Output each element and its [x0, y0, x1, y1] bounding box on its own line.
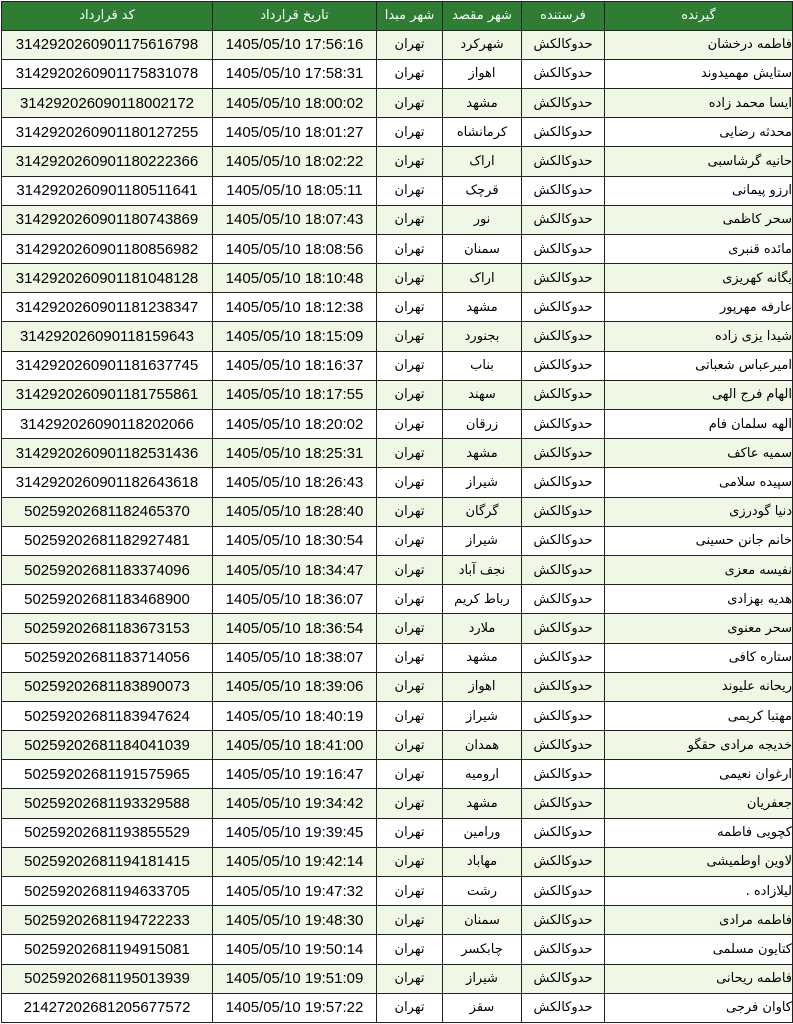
origin-city-cell: تهران: [377, 118, 443, 147]
table-row[interactable]: [2, 526, 793, 555]
origin-city-cell: تهران: [377, 614, 443, 643]
contract-date-cell: 1405/05/10 19:48:30: [213, 906, 377, 935]
table-row[interactable]: [2, 118, 793, 147]
table-row[interactable]: [2, 234, 793, 263]
origin-city-cell: تهران: [377, 497, 443, 526]
destination-city-cell: رباط کریم: [443, 585, 522, 614]
table-row[interactable]: [2, 877, 793, 906]
receiver-cell: حانیه گرشاسبی: [605, 147, 793, 176]
origin-city-cell: تهران: [377, 789, 443, 818]
origin-city-cell: تهران: [377, 760, 443, 789]
destination-city-cell: نجف آباد: [443, 555, 522, 584]
contract-date-cell: 1405/05/10 19:39:45: [213, 818, 377, 847]
table-row[interactable]: [2, 643, 793, 672]
contract-date-cell: 1405/05/10 18:07:43: [213, 205, 377, 234]
contract-code-cell: 50259202681183947624: [2, 701, 213, 730]
receiver-cell: کچویی فاطمه: [605, 818, 793, 847]
destination-city-cell: شیراز: [443, 526, 522, 555]
table-row[interactable]: [2, 380, 793, 409]
contract-code-cell: 50259202681183468900: [2, 585, 213, 614]
contract-code-cell: 50259202681194915081: [2, 935, 213, 964]
sender-cell: حدوکالکش: [522, 468, 605, 497]
origin-city-cell: تهران: [377, 264, 443, 293]
receiver-cell: دنیا گودرزی: [605, 497, 793, 526]
table-row[interactable]: [2, 468, 793, 497]
receiver-cell: نفیسه معزی: [605, 555, 793, 584]
origin-city-cell: تهران: [377, 322, 443, 351]
sender-cell: حدوکالکش: [522, 30, 605, 59]
destination-city-cell: مشهد: [443, 88, 522, 117]
destination-city-cell: سهند: [443, 380, 522, 409]
contract-date-cell: 1405/05/10 18:15:09: [213, 322, 377, 351]
table-row[interactable]: [2, 935, 793, 964]
receiver-cell: ایسا محمد زاده: [605, 88, 793, 117]
contract-date-cell: 1405/05/10 19:42:14: [213, 847, 377, 876]
contract-date-cell: 1405/05/10 18:36:07: [213, 585, 377, 614]
contract-code-cell: 50259202681183374096: [2, 555, 213, 584]
contract-code-cell: 50259202681182465370: [2, 497, 213, 526]
sender-cell: حدوکالکش: [522, 789, 605, 818]
table-row[interactable]: [2, 351, 793, 380]
receiver-cell: شیدا یزی زاده: [605, 322, 793, 351]
destination-city-cell: مشهد: [443, 789, 522, 818]
contract-code-cell: 314292026090118202066: [2, 410, 213, 439]
contract-code-cell: 50259202681194633705: [2, 877, 213, 906]
destination-city-cell: مشهد: [443, 293, 522, 322]
contract-date-cell: 1405/05/10 18:01:27: [213, 118, 377, 147]
receiver-cell: فاطمه مرادی: [605, 906, 793, 935]
contract-date-cell: 1405/05/10 19:57:22: [213, 993, 377, 1022]
sender-cell: حدوکالکش: [522, 118, 605, 147]
contract-date-cell: 1405/05/10 18:05:11: [213, 176, 377, 205]
sender-cell: حدوکالکش: [522, 555, 605, 584]
sender-cell: حدوکالکش: [522, 176, 605, 205]
sender-cell: حدوکالکش: [522, 818, 605, 847]
contract-code-cell: 50259202681194181415: [2, 847, 213, 876]
destination-city-cell: زرقان: [443, 410, 522, 439]
origin-city-cell: تهران: [377, 847, 443, 876]
table-row[interactable]: [2, 147, 793, 176]
contract-code-cell: 50259202681182927481: [2, 526, 213, 555]
origin-city-cell: تهران: [377, 993, 443, 1022]
sender-cell: حدوکالکش: [522, 147, 605, 176]
origin-city-cell: تهران: [377, 731, 443, 760]
table-row[interactable]: [2, 555, 793, 584]
destination-city-cell: گرگان: [443, 497, 522, 526]
header-receiver[interactable]: گیرنده: [605, 2, 793, 31]
table-row[interactable]: [2, 818, 793, 847]
table-row[interactable]: [2, 264, 793, 293]
contract-date-cell: 1405/05/10 18:30:54: [213, 526, 377, 555]
contract-code-cell: 3142920260901180222366: [2, 147, 213, 176]
sender-cell: حدوکالکش: [522, 322, 605, 351]
receiver-cell: ستایش مهمیدوند: [605, 59, 793, 88]
destination-city-cell: سقز: [443, 993, 522, 1022]
sender-cell: حدوکالکش: [522, 614, 605, 643]
sender-cell: حدوکالکش: [522, 205, 605, 234]
destination-city-cell: رشت: [443, 877, 522, 906]
receiver-cell: مائده قنبری: [605, 234, 793, 263]
contract-code-cell: 21427202681205677572: [2, 993, 213, 1022]
table-row[interactable]: [2, 701, 793, 730]
destination-city-cell: سمنان: [443, 906, 522, 935]
destination-city-cell: قرچک: [443, 176, 522, 205]
header-contract-date[interactable]: تاریخ قرارداد: [213, 2, 377, 31]
origin-city-cell: تهران: [377, 351, 443, 380]
contract-date-cell: 1405/05/10 19:50:14: [213, 935, 377, 964]
contract-date-cell: 1405/05/10 18:08:56: [213, 234, 377, 263]
header-contract-code[interactable]: کد قرارداد: [2, 2, 213, 31]
receiver-cell: کتایون مسلمی: [605, 935, 793, 964]
receiver-cell: سحر کاظمی: [605, 205, 793, 234]
contract-code-cell: 3142920260901180856982: [2, 234, 213, 263]
contract-date-cell: 1405/05/10 18:20:02: [213, 410, 377, 439]
contract-date-cell: 1405/05/10 18:28:40: [213, 497, 377, 526]
table-row[interactable]: [2, 672, 793, 701]
origin-city-cell: تهران: [377, 526, 443, 555]
table-row[interactable]: [2, 993, 793, 1022]
receiver-cell: محدثه رضایی: [605, 118, 793, 147]
contract-code-cell: 50259202681193855529: [2, 818, 213, 847]
receiver-cell: فاطمه ریحانی: [605, 964, 793, 993]
sender-cell: حدوکالکش: [522, 585, 605, 614]
contract-date-cell: 1405/05/10 18:34:47: [213, 555, 377, 584]
receiver-cell: امیرعباس شعباتی: [605, 351, 793, 380]
sender-cell: حدوکالکش: [522, 993, 605, 1022]
table-row[interactable]: [2, 847, 793, 876]
table-row[interactable]: [2, 176, 793, 205]
destination-city-cell: سمنان: [443, 234, 522, 263]
destination-city-cell: اراک: [443, 147, 522, 176]
receiver-cell: لیلازاده .: [605, 877, 793, 906]
receiver-cell: سمیه عاکف: [605, 439, 793, 468]
contract-date-cell: 1405/05/10 18:25:31: [213, 439, 377, 468]
sender-cell: حدوکالکش: [522, 760, 605, 789]
contract-code-cell: 50259202681193329588: [2, 789, 213, 818]
table-row[interactable]: [2, 906, 793, 935]
contract-date-cell: 1405/05/10 19:16:47: [213, 760, 377, 789]
contract-date-cell: 1405/05/10 18:16:37: [213, 351, 377, 380]
origin-city-cell: تهران: [377, 643, 443, 672]
receiver-cell: عارفه مهرپور: [605, 293, 793, 322]
origin-city-cell: تهران: [377, 293, 443, 322]
origin-city-cell: تهران: [377, 380, 443, 409]
contract-date-cell: 1405/05/10 18:12:38: [213, 293, 377, 322]
table-row[interactable]: [2, 789, 793, 818]
sender-cell: حدوکالکش: [522, 351, 605, 380]
sender-cell: حدوکالکش: [522, 526, 605, 555]
destination-city-cell: شیراز: [443, 964, 522, 993]
table-row[interactable]: [2, 293, 793, 322]
receiver-cell: خدیجه مرادی حقگو: [605, 731, 793, 760]
table-row[interactable]: [2, 205, 793, 234]
receiver-cell: هدیه بهزادی: [605, 585, 793, 614]
contract-code-cell: 3142920260901182531436: [2, 439, 213, 468]
contract-code-cell: 3142920260901175616798: [2, 30, 213, 59]
receiver-cell: ریحانه علیوند: [605, 672, 793, 701]
origin-city-cell: تهران: [377, 410, 443, 439]
contract-code-cell: 50259202681191575965: [2, 760, 213, 789]
origin-city-cell: تهران: [377, 30, 443, 59]
contract-date-cell: 1405/05/10 18:41:00: [213, 731, 377, 760]
sender-cell: حدوکالکش: [522, 701, 605, 730]
table-row[interactable]: [2, 30, 793, 59]
destination-city-cell: بناب: [443, 351, 522, 380]
origin-city-cell: تهران: [377, 585, 443, 614]
sender-cell: حدوکالکش: [522, 906, 605, 935]
sender-cell: حدوکالکش: [522, 877, 605, 906]
origin-city-cell: تهران: [377, 147, 443, 176]
contract-date-cell: 1405/05/10 18:38:07: [213, 643, 377, 672]
destination-city-cell: همدان: [443, 731, 522, 760]
contract-date-cell: 1405/05/10 18:17:55: [213, 380, 377, 409]
origin-city-cell: تهران: [377, 555, 443, 584]
sender-cell: حدوکالکش: [522, 731, 605, 760]
destination-city-cell: کرمانشاه: [443, 118, 522, 147]
sender-cell: حدوکالکش: [522, 264, 605, 293]
contract-date-cell: 1405/05/10 18:10:48: [213, 264, 377, 293]
receiver-cell: ارغوان نعیمی: [605, 760, 793, 789]
table-row[interactable]: [2, 322, 793, 351]
origin-city-cell: تهران: [377, 672, 443, 701]
table-row[interactable]: [2, 731, 793, 760]
contract-code-cell: 314292026090118002172: [2, 88, 213, 117]
contract-date-cell: 1405/05/10 18:36:54: [213, 614, 377, 643]
table-row[interactable]: [2, 614, 793, 643]
contract-code-cell: 50259202681183890073: [2, 672, 213, 701]
receiver-cell: ارزو پیمانی: [605, 176, 793, 205]
header-destination-city[interactable]: شهر مقصد: [443, 2, 522, 31]
destination-city-cell: چابکسر: [443, 935, 522, 964]
contract-code-cell: 3142920260901180743869: [2, 205, 213, 234]
contract-code-cell: 314292026090118159643: [2, 322, 213, 351]
destination-city-cell: مشهد: [443, 439, 522, 468]
destination-city-cell: شهرکرد: [443, 30, 522, 59]
sender-cell: حدوکالکش: [522, 497, 605, 526]
contract-date-cell: 1405/05/10 17:58:31: [213, 59, 377, 88]
contract-date-cell: 1405/05/10 18:02:22: [213, 147, 377, 176]
table-row[interactable]: [2, 439, 793, 468]
contract-date-cell: 1405/05/10 19:47:32: [213, 877, 377, 906]
destination-city-cell: اهواز: [443, 59, 522, 88]
origin-city-cell: تهران: [377, 935, 443, 964]
table-row[interactable]: [2, 585, 793, 614]
contract-code-cell: 3142920260901181755861: [2, 380, 213, 409]
contract-code-cell: 50259202681194722233: [2, 906, 213, 935]
contract-date-cell: 1405/05/10 19:34:42: [213, 789, 377, 818]
destination-city-cell: مشهد: [443, 643, 522, 672]
contract-code-cell: 50259202681184041039: [2, 731, 213, 760]
receiver-cell: الهه سلمان فام: [605, 410, 793, 439]
sender-cell: حدوکالکش: [522, 380, 605, 409]
receiver-cell: لاوین اوطمیشی: [605, 847, 793, 876]
sender-cell: حدوکالکش: [522, 234, 605, 263]
sender-cell: حدوکالکش: [522, 935, 605, 964]
origin-city-cell: تهران: [377, 468, 443, 497]
contract-code-cell: 3142920260901182643618: [2, 468, 213, 497]
table-row[interactable]: [2, 59, 793, 88]
receiver-cell: الهام فرج الهی: [605, 380, 793, 409]
origin-city-cell: تهران: [377, 877, 443, 906]
sender-cell: حدوکالکش: [522, 964, 605, 993]
receiver-cell: کاوان فرجی: [605, 993, 793, 1022]
origin-city-cell: تهران: [377, 234, 443, 263]
receiver-cell: خانم جانن حسینی: [605, 526, 793, 555]
contract-date-cell: 1405/05/10 18:39:06: [213, 672, 377, 701]
sender-cell: حدوکالکش: [522, 293, 605, 322]
receiver-cell: فاطمه درخشان: [605, 30, 793, 59]
origin-city-cell: تهران: [377, 818, 443, 847]
header-origin-city[interactable]: شهر مبدا: [377, 2, 443, 31]
contract-date-cell: 1405/05/10 18:40:19: [213, 701, 377, 730]
origin-city-cell: تهران: [377, 439, 443, 468]
contract-code-cell: 50259202681195013939: [2, 964, 213, 993]
contract-code-cell: 3142920260901175831078: [2, 59, 213, 88]
contract-code-cell: 50259202681183714056: [2, 643, 213, 672]
destination-city-cell: ملارد: [443, 614, 522, 643]
sender-cell: حدوکالکش: [522, 410, 605, 439]
header-sender[interactable]: فرستنده: [522, 2, 605, 31]
contract-code-cell: 50259202681183673153: [2, 614, 213, 643]
origin-city-cell: تهران: [377, 88, 443, 117]
sender-cell: حدوکالکش: [522, 847, 605, 876]
table-row[interactable]: [2, 760, 793, 789]
receiver-cell: مهتبا کریمی: [605, 701, 793, 730]
table-body: [2, 30, 793, 1022]
receiver-cell: یگانه کهریزی: [605, 264, 793, 293]
sender-cell: حدوکالکش: [522, 672, 605, 701]
origin-city-cell: تهران: [377, 59, 443, 88]
destination-city-cell: نور: [443, 205, 522, 234]
origin-city-cell: تهران: [377, 701, 443, 730]
sender-cell: حدوکالکش: [522, 59, 605, 88]
contract-date-cell: 1405/05/10 17:56:16: [213, 30, 377, 59]
destination-city-cell: اراک: [443, 264, 522, 293]
table-row[interactable]: [2, 964, 793, 993]
receiver-cell: ستاره کافی: [605, 643, 793, 672]
sender-cell: حدوکالکش: [522, 88, 605, 117]
table-row[interactable]: [2, 497, 793, 526]
origin-city-cell: تهران: [377, 906, 443, 935]
destination-city-cell: شیراز: [443, 468, 522, 497]
destination-city-cell: ارومیه: [443, 760, 522, 789]
origin-city-cell: تهران: [377, 964, 443, 993]
contracts-table: [1, 1, 793, 1023]
table-row[interactable]: [2, 410, 793, 439]
contract-date-cell: 1405/05/10 19:51:09: [213, 964, 377, 993]
contract-code-cell: 3142920260901180511641: [2, 176, 213, 205]
contract-code-cell: 3142920260901181048128: [2, 264, 213, 293]
origin-city-cell: تهران: [377, 205, 443, 234]
destination-city-cell: شیراز: [443, 701, 522, 730]
sender-cell: حدوکالکش: [522, 439, 605, 468]
contract-code-cell: 3142920260901180127255: [2, 118, 213, 147]
contract-date-cell: 1405/05/10 18:00:02: [213, 88, 377, 117]
contract-code-cell: 3142920260901181637745: [2, 351, 213, 380]
contract-date-cell: 1405/05/10 18:26:43: [213, 468, 377, 497]
sender-cell: حدوکالکش: [522, 643, 605, 672]
contract-code-cell: 3142920260901181238347: [2, 293, 213, 322]
table-row[interactable]: [2, 88, 793, 117]
destination-city-cell: بجنورد: [443, 322, 522, 351]
table-header-row: [2, 2, 793, 31]
receiver-cell: سپیده سلامی: [605, 468, 793, 497]
receiver-cell: سحر معنوی: [605, 614, 793, 643]
destination-city-cell: ورامین: [443, 818, 522, 847]
origin-city-cell: تهران: [377, 176, 443, 205]
receiver-cell: جعفریان: [605, 789, 793, 818]
destination-city-cell: مهاباد: [443, 847, 522, 876]
destination-city-cell: اهواز: [443, 672, 522, 701]
